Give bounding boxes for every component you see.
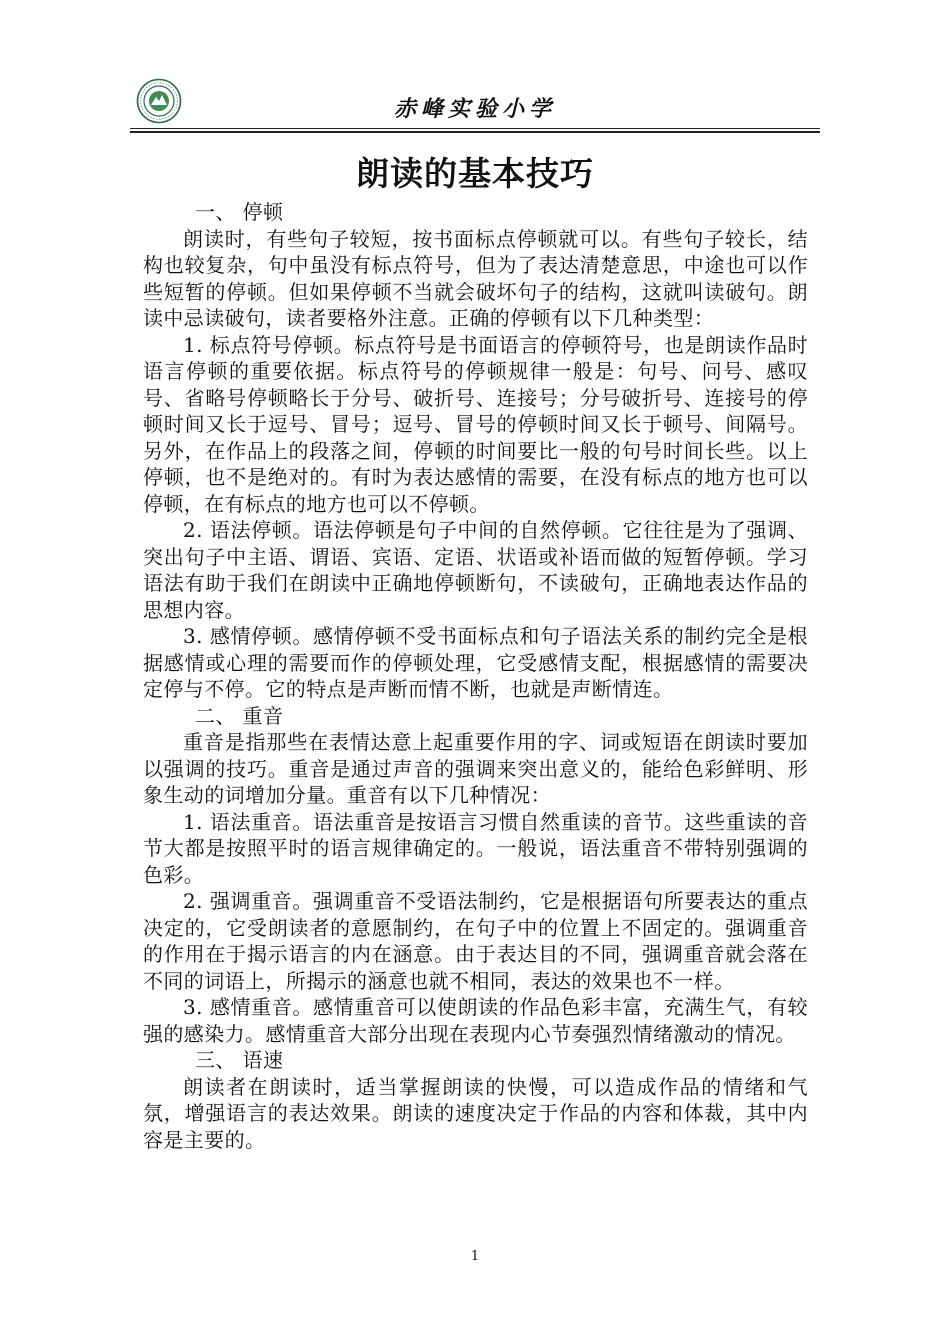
paragraph: 1. 语法重音。语法重音是按语言习惯自然重读的音节。这些重读的音节大都是按照平时的语言规律确定的。一般说，语法重音不带特别强调的色彩。: [143, 809, 808, 887]
document-body: [143, 199, 808, 1153]
paragraph: 朗读者在朗读时，适当掌握朗读的快慢，可以造成作品的情绪和气氛，增强语言的表达效果。朗读的速度决定于作品的内容和体裁，其中内容是主要的。: [143, 1074, 808, 1152]
page-header: [130, 78, 820, 130]
paragraph: 重音是指那些在表情达意上起重要作用的字、词或短语在朗读时要加以强调的技巧。重音是通过声音的强调来突出意义的，能给色彩鲜明、形象生动的词增加分量。重音有以下几种情况：: [143, 730, 808, 807]
paragraph: 3. 感情停顿。感情停顿不受书面标点和句子语法关系的制约完全是根据感情或心理的需要而作的停顿处理，它受感情支配，根据感情的需要决定停与不停。它的特点是声断而情不断，也就是声断情连。: [143, 624, 808, 701]
paragraph: 2. 强调重音。强调重音不受语法制约，它是根据语句所要表达的重点决定的，它受朗读者的意愿制约，在句子中的位置上不固定的。强调重音的作用在于揭示语言的内在涵意。由于表达目的不同，强调重音就会落在不同的词语上，所揭示的涵意也就不相同，表达的效果也不一样。: [143, 889, 808, 993]
school-name: 赤峰实验小学: [393, 96, 556, 122]
paragraph: 1. 标点符号停顿。标点符号是书面语言的停顿符号，也是朗读作品时语言停顿的重要依据。标点符号的停顿规律一般是：句号、问号、感叹号、省略号停顿略长于分号、破折号、连接号；分号破折号、连接号的停顿时间又长于逗号、冒号；逗号、冒号的停顿时间又长于顿号、间隔号。另外，在作品上的段落之间，停顿的时间要比一般的句号时间长些。以上停顿，也不是绝对的。有时为表达感情的需要，在没有标点的地方也可以停顿，在有标点的地方也可以不停顿。: [143, 332, 808, 516]
header-rule-thick: [130, 131, 820, 133]
paragraph: 2. 语法停顿。语法停顿是句子中间的自然停顿。它往往是为了强调、突出句子中主语、谓语、宾语、定语、状语或补语而做的短暂停顿。学习语法有助于我们在朗读中正确地停顿断句，不读破句，正确地表达作品的思想内容。: [143, 518, 808, 622]
header-rule-thin: [130, 128, 820, 129]
paragraph: 3. 感情重音。感情重音可以使朗读的作品色彩丰富，充满生气，有较强的感染力。感情重音大部分出现在表现内心节奏强烈情绪激动的情况。: [143, 995, 808, 1046]
paragraph: 朗读时，有些句子较短，按书面标点停顿就可以。有些句子较长，结构也较复杂，句中虽没有标点符号，但为了表达清楚意思，中途也可以作些短暂的停顿。但如果停顿不当就会破坏句子的结构，这就叫读破句。朗读中忌读破句，读者要格外注意。正确的停顿有以下几种类型：: [143, 226, 808, 330]
page-number: 1: [470, 1249, 480, 1264]
section-heading-pause: 一、 停顿: [195, 200, 284, 224]
document-title: 朗读的基本技巧: [356, 154, 594, 193]
section-heading-speed: 三、 语速: [195, 1048, 284, 1072]
section-heading-stress: 二、 重音: [195, 703, 284, 728]
